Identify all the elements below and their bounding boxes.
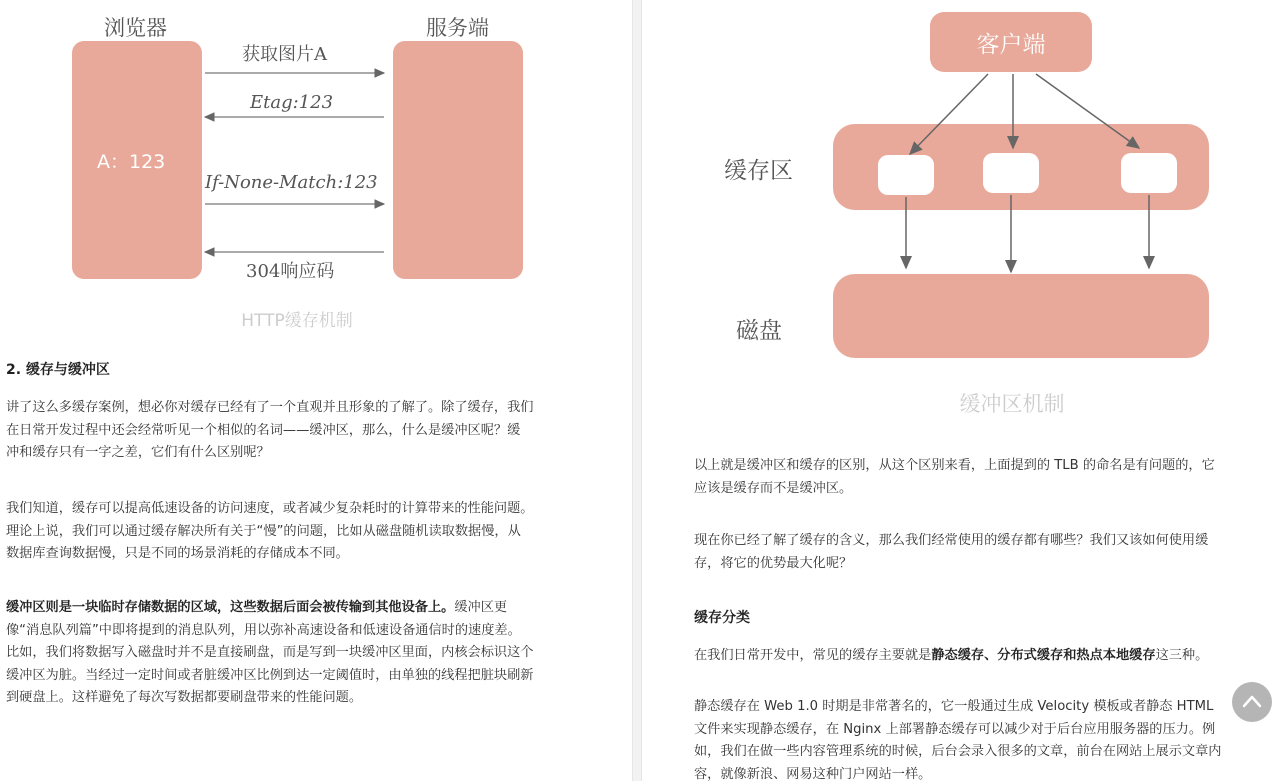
chevron-up-icon [1232, 682, 1272, 722]
paragraph-text: 缓冲区更 [454, 600, 508, 615]
arrow4-label: 304响应码 [246, 261, 335, 282]
buffer-diagram-caption: 缓冲区机制 [959, 392, 1065, 416]
arrow3-label: If-None-Match:123 [205, 172, 378, 193]
client-to-slot-arrow [1036, 74, 1139, 148]
right-paragraph-4 [694, 696, 1273, 781]
paragraph-line: 现在你已经了解了缓存的含义，那么我们经常使用的缓存都有哪些？我们又该如何使用缓 [694, 533, 1209, 548]
paragraph-line: 理论上说，我们可以通过缓存解决所有关于“慢”的问题，比如从磁盘随机读取数据慢，从 [6, 523, 521, 539]
disk-label: 磁盘 [736, 318, 782, 344]
cache-types-heading: 缓存分类 [694, 610, 750, 626]
column-divider [632, 0, 642, 781]
right-paragraph-2 [694, 530, 1273, 575]
paragraph-line: 到硬盘上。这样避免了每次写数据都要刷盘带来的性能问题。 [6, 690, 363, 705]
arrow1-label: 获取图片A [242, 44, 327, 65]
http-diagram-caption: HTTP缓存机制 [241, 311, 353, 331]
client-to-slot-arrow [910, 74, 988, 154]
paragraph-line: 比如，我们将数据写入磁盘时并不是直接刷盘，而是写到一块缓冲区里面，内核会标识这个 [6, 645, 534, 660]
paragraph-line: 缓冲区为脏。当经过一定时间或者脏缓冲区比例到达一定阈值时，由单独的线程把脏块刷新 [6, 667, 534, 683]
paragraph-text: 这三种。 [1155, 648, 1209, 663]
right-paragraph-3 [694, 645, 1273, 668]
server-label: 服务端 [426, 16, 489, 40]
paragraph-line: 在日常开发过程中还会经常听见一个相似的名词——缓冲区，那么，什么是缓冲区呢？缓 [6, 422, 521, 438]
paragraph-line: 讲了这么多缓存案例，想必你对缓存已经有了一个直观并且形象的了解了。除了缓存，我们 [6, 400, 534, 415]
paragraph-line: 存，将它的优势最大化呢？ [694, 555, 853, 571]
paragraph-1 [6, 397, 606, 465]
paragraph-2 [6, 498, 606, 566]
paragraph-line: 应该是缓存而不是缓冲区。 [694, 480, 853, 496]
arrow2-label: Etag:123 [250, 92, 334, 113]
paragraph-line [6, 597, 606, 620]
browser-box-value: A：123 [97, 151, 166, 173]
paragraph-line: 数据库查询数据慢，只是不同的场景消耗的存储成本不同。 [6, 546, 349, 561]
paragraph-3 [6, 597, 606, 710]
scroll-to-top-button[interactable] [1232, 682, 1272, 722]
paragraph-line: 像“消息队列篇”中即将提到的消息队列，用以弥补高速设备和低速设备通信时的速度差。 [6, 622, 521, 638]
paragraph-line: 容，就像新浪、网易这种门户网站一样。 [694, 766, 932, 781]
paragraph-text: 在我们日常开发中，常见的缓存主要就是 [694, 648, 932, 663]
paragraph-line: 静态缓存在 Web 1.0 时期是非常著名的，它一般通过生成 Velocity 模板或者静态 HTML [694, 699, 1214, 714]
buffer-arrows [642, 0, 1273, 300]
paragraph-bold: 静态缓存、分布式缓存和热点本地缓存 [931, 648, 1156, 663]
section-heading: 2. 缓存与缓冲区 [6, 362, 110, 378]
right-column [642, 0, 1273, 781]
paragraph-line: 文件来实现静态缓存，在 Nginx 上部署静态缓存可以减少对于后台应用服务器的压力。例 [694, 721, 1216, 737]
paragraph-line: 如，我们在做一些内容管理系统的时候，后台会录入很多的文章，前台在网站上展示文章内 [694, 744, 1222, 759]
paragraph-line: 我们知道，缓存可以提高低速设备的访问速度，或者减少复杂耗时的计算带来的性能问题。 [6, 501, 534, 516]
cache-area-label: 缓存区 [724, 158, 793, 184]
paragraph-bold: 缓冲区则是一块临时存储数据的区域，这些数据后面会被传输到其他设备上。 [6, 600, 455, 615]
paragraph-line: 冲和缓存只有一字之差，它们有什么区别呢？ [6, 445, 270, 460]
paragraph-line: 以上就是缓冲区和缓存的区别，从这个区别来看，上面提到的 TLB 的命名是有问题的，它 [694, 458, 1215, 473]
browser-label: 浏览器 [104, 16, 167, 40]
right-paragraph-1 [694, 455, 1273, 500]
left-column [0, 0, 632, 781]
client-label: 客户端 [976, 32, 1046, 58]
